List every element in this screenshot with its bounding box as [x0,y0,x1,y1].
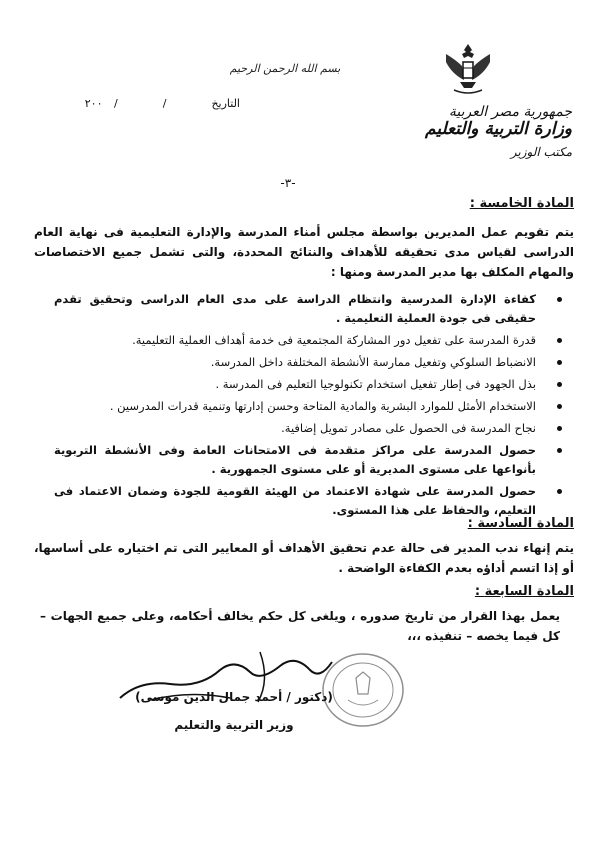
letterhead [402,104,572,159]
list-item: الانضباط السلوكي وتفعيل ممارسة الأنشطة المختلفة داخل المدرسة. [54,353,574,372]
country-name: جمهورية مصر العربية [448,104,572,120]
date-year: ٢٠٠ [84,97,103,110]
bullet-icon [557,489,562,494]
office-name: مكتب الوزير [510,144,572,159]
page-number: -٣- [280,176,296,190]
eagle-emblem-icon [442,40,494,96]
bullet-icon [557,360,562,365]
article-6-title: المادة السادسة : [468,516,574,531]
list-item: الاستخدام الأمثل للموارد البشرية والمادية المتاحة وحسن إدارتها وتنمية قدرات المدرسين . [54,397,574,416]
article-7-text: يعمل بهذا القرار من تاريخ صدوره ، ويلغى كل حكم يخالف أحكامه، وعلى جميع الجهات – كل فيما يخصه – تنفيذه ،،، [40,609,560,643]
article-5-criteria-list [54,290,574,523]
article-6-text: يتم إنهاء ندب المدير فى حالة عدم تحقيق الأهداف أو المعايير التى تم اختياره على أساسها، أو إذا اتسم أداؤه بعدم الكفاءة الواضحة . [34,541,574,575]
article-5-intro: يتم تقويم عمل المديرين بواسطة مجلس أمناء المدرسة والإدارة التعليمية فى نهاية العام الدراسى لقياس مدى تحقيقه للأهداف والنتائج المحددة، والتى تشمل جميع الاختصاصات والمهام المكلف بها مدير المدرسة ومنها : [34,225,574,279]
bullet-icon [557,382,562,387]
article-7-title: المادة السابعة : [475,584,574,599]
ministry-name: وزارة التربية والتعليم [425,119,572,140]
article-5-title: المادة الخامسة : [470,196,574,211]
list-item: بذل الجهود فى إطار تفعيل استخدام تكنولوجيا التعليم فى المدرسة . [54,375,574,394]
bullet-icon [557,338,562,343]
date-separator: / [114,97,118,110]
date-field [40,97,240,110]
bullet-icon [557,297,562,302]
list-item: كفاءة الإدارة المدرسية وانتظام الدراسة على مدى العام الدراسى وتحقيق تقدم حقيقى فى جودة العملية التعليمية . [54,290,574,328]
bullet-icon [557,426,562,431]
bullet-icon [557,404,562,409]
basmala: بسم الله الرحمن الرحيم [229,62,341,75]
signatory-name: (دكتور / أحمد جمال الدين موسى) [135,690,333,704]
bullet-icon [557,448,562,453]
signatory-title: وزير التربية والتعليم [174,718,294,732]
date-label: التاريخ [211,97,240,110]
list-item: قدرة المدرسة على تفعيل دور المشاركة المجتمعية فى خدمة أهداف العملية التعليمية. [54,331,574,350]
list-item: حصول المدرسة على شهادة الاعتماد من الهيئة القومية للجودة وضمان الاعتماد فى التعليم، والحفاظ على هذا المستوى. [54,482,574,520]
list-item: نجاح المدرسة فى الحصول على مصادر تمويل إضافية. [54,419,574,438]
list-item: حصول المدرسة على مراكز متقدمة فى الامتحانات العامة وفى الأنشطة التربوية بأنواعها على مستوى المديرية أو على مستوى الجمهورية . [54,441,574,479]
date-separator: / [162,97,167,110]
